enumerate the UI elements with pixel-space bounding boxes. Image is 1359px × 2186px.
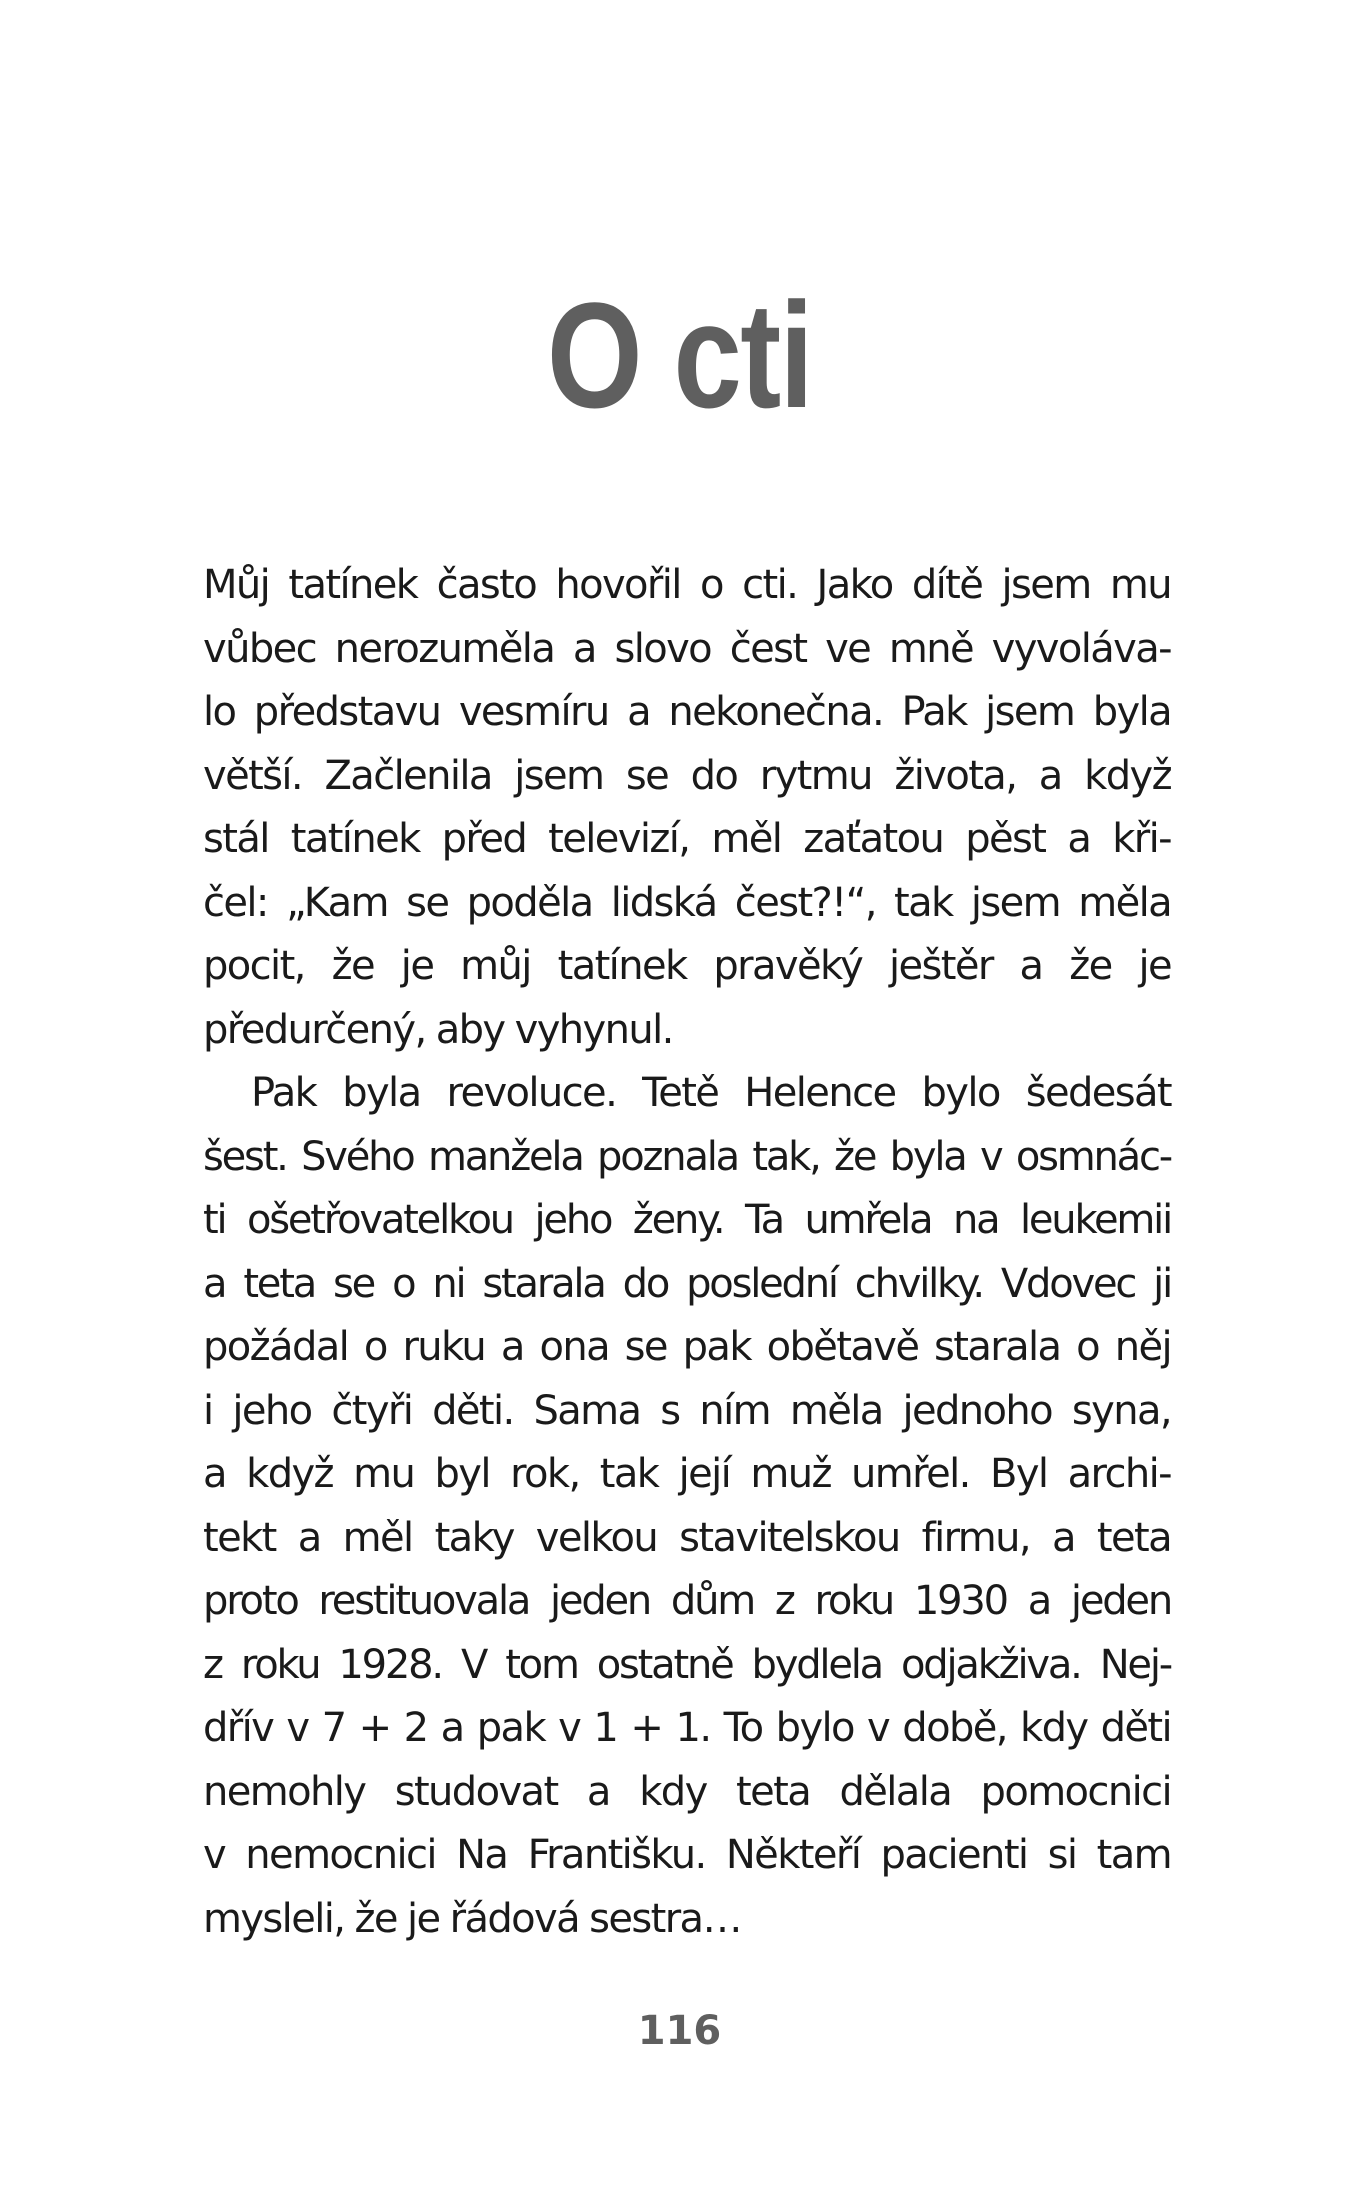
chapter-title: O cti	[546, 271, 813, 439]
body-text	[203, 554, 1171, 1951]
page-number: 116	[637, 2008, 722, 2054]
text-line: Pak byla revoluce. Tetě Helence bylo šedesát	[251, 1070, 1171, 1116]
text-line: šest. Svého manžela poznala tak, že byla v osmnác-	[203, 1133, 1171, 1180]
text-line: předurčený, aby vyhynul.	[203, 1006, 673, 1053]
text-line: a když mu byl rok, tak její muž umřel. Byl archi-	[203, 1451, 1171, 1497]
text-line: pocit, že je můj tatínek pravěký ještěr a že je	[203, 943, 1171, 989]
text-line: čel: „Kam se poděla lidská čest?!“, tak jsem měla	[203, 879, 1171, 926]
text-line: lo představu vesmíru a nekonečna. Pak jsem byla	[203, 689, 1171, 735]
text-line: stál tatínek před televizí, měl zaťatou pěst a kři-	[203, 816, 1171, 862]
text-line: tekt a měl taky velkou stavitelskou firmu, a teta	[203, 1514, 1171, 1561]
text-line: mysleli, že je řádová sestra…	[203, 1895, 741, 1942]
text-line: v nemocnici Na Františku. Někteří pacienti si tam	[203, 1832, 1171, 1878]
text-line: ti ošetřovatelkou jeho ženy. Ta umřela na leukemii	[203, 1197, 1171, 1243]
text-line: požádal o ruku a ona se pak obětavě starala o něj	[203, 1324, 1171, 1370]
text-line: dřív v 7 + 2 a pak v 1 + 1. To bylo v době, kdy děti	[203, 1705, 1171, 1751]
text-line: větší. Začlenila jsem se do rytmu života, a když	[203, 752, 1171, 799]
text-line: proto restituovala jeden dům z roku 1930 a jeden	[203, 1578, 1171, 1624]
text-line: nemohly studovat a kdy teta dělala pomocnici	[203, 1768, 1171, 1815]
text-line: vůbec nerozuměla a slovo čest ve mně vyvoláva-	[203, 625, 1171, 672]
text-line: z roku 1928. V tom ostatně bydlela odjakživa. Nej-	[203, 1641, 1171, 1688]
text-line: i jeho čtyři děti. Sama s ním měla jednoho syna,	[203, 1387, 1171, 1434]
text-line: a teta se o ni starala do poslední chvilky. Vdovec ji	[203, 1260, 1171, 1307]
text-line: Můj tatínek často hovořil o cti. Jako dítě jsem mu	[203, 562, 1171, 608]
